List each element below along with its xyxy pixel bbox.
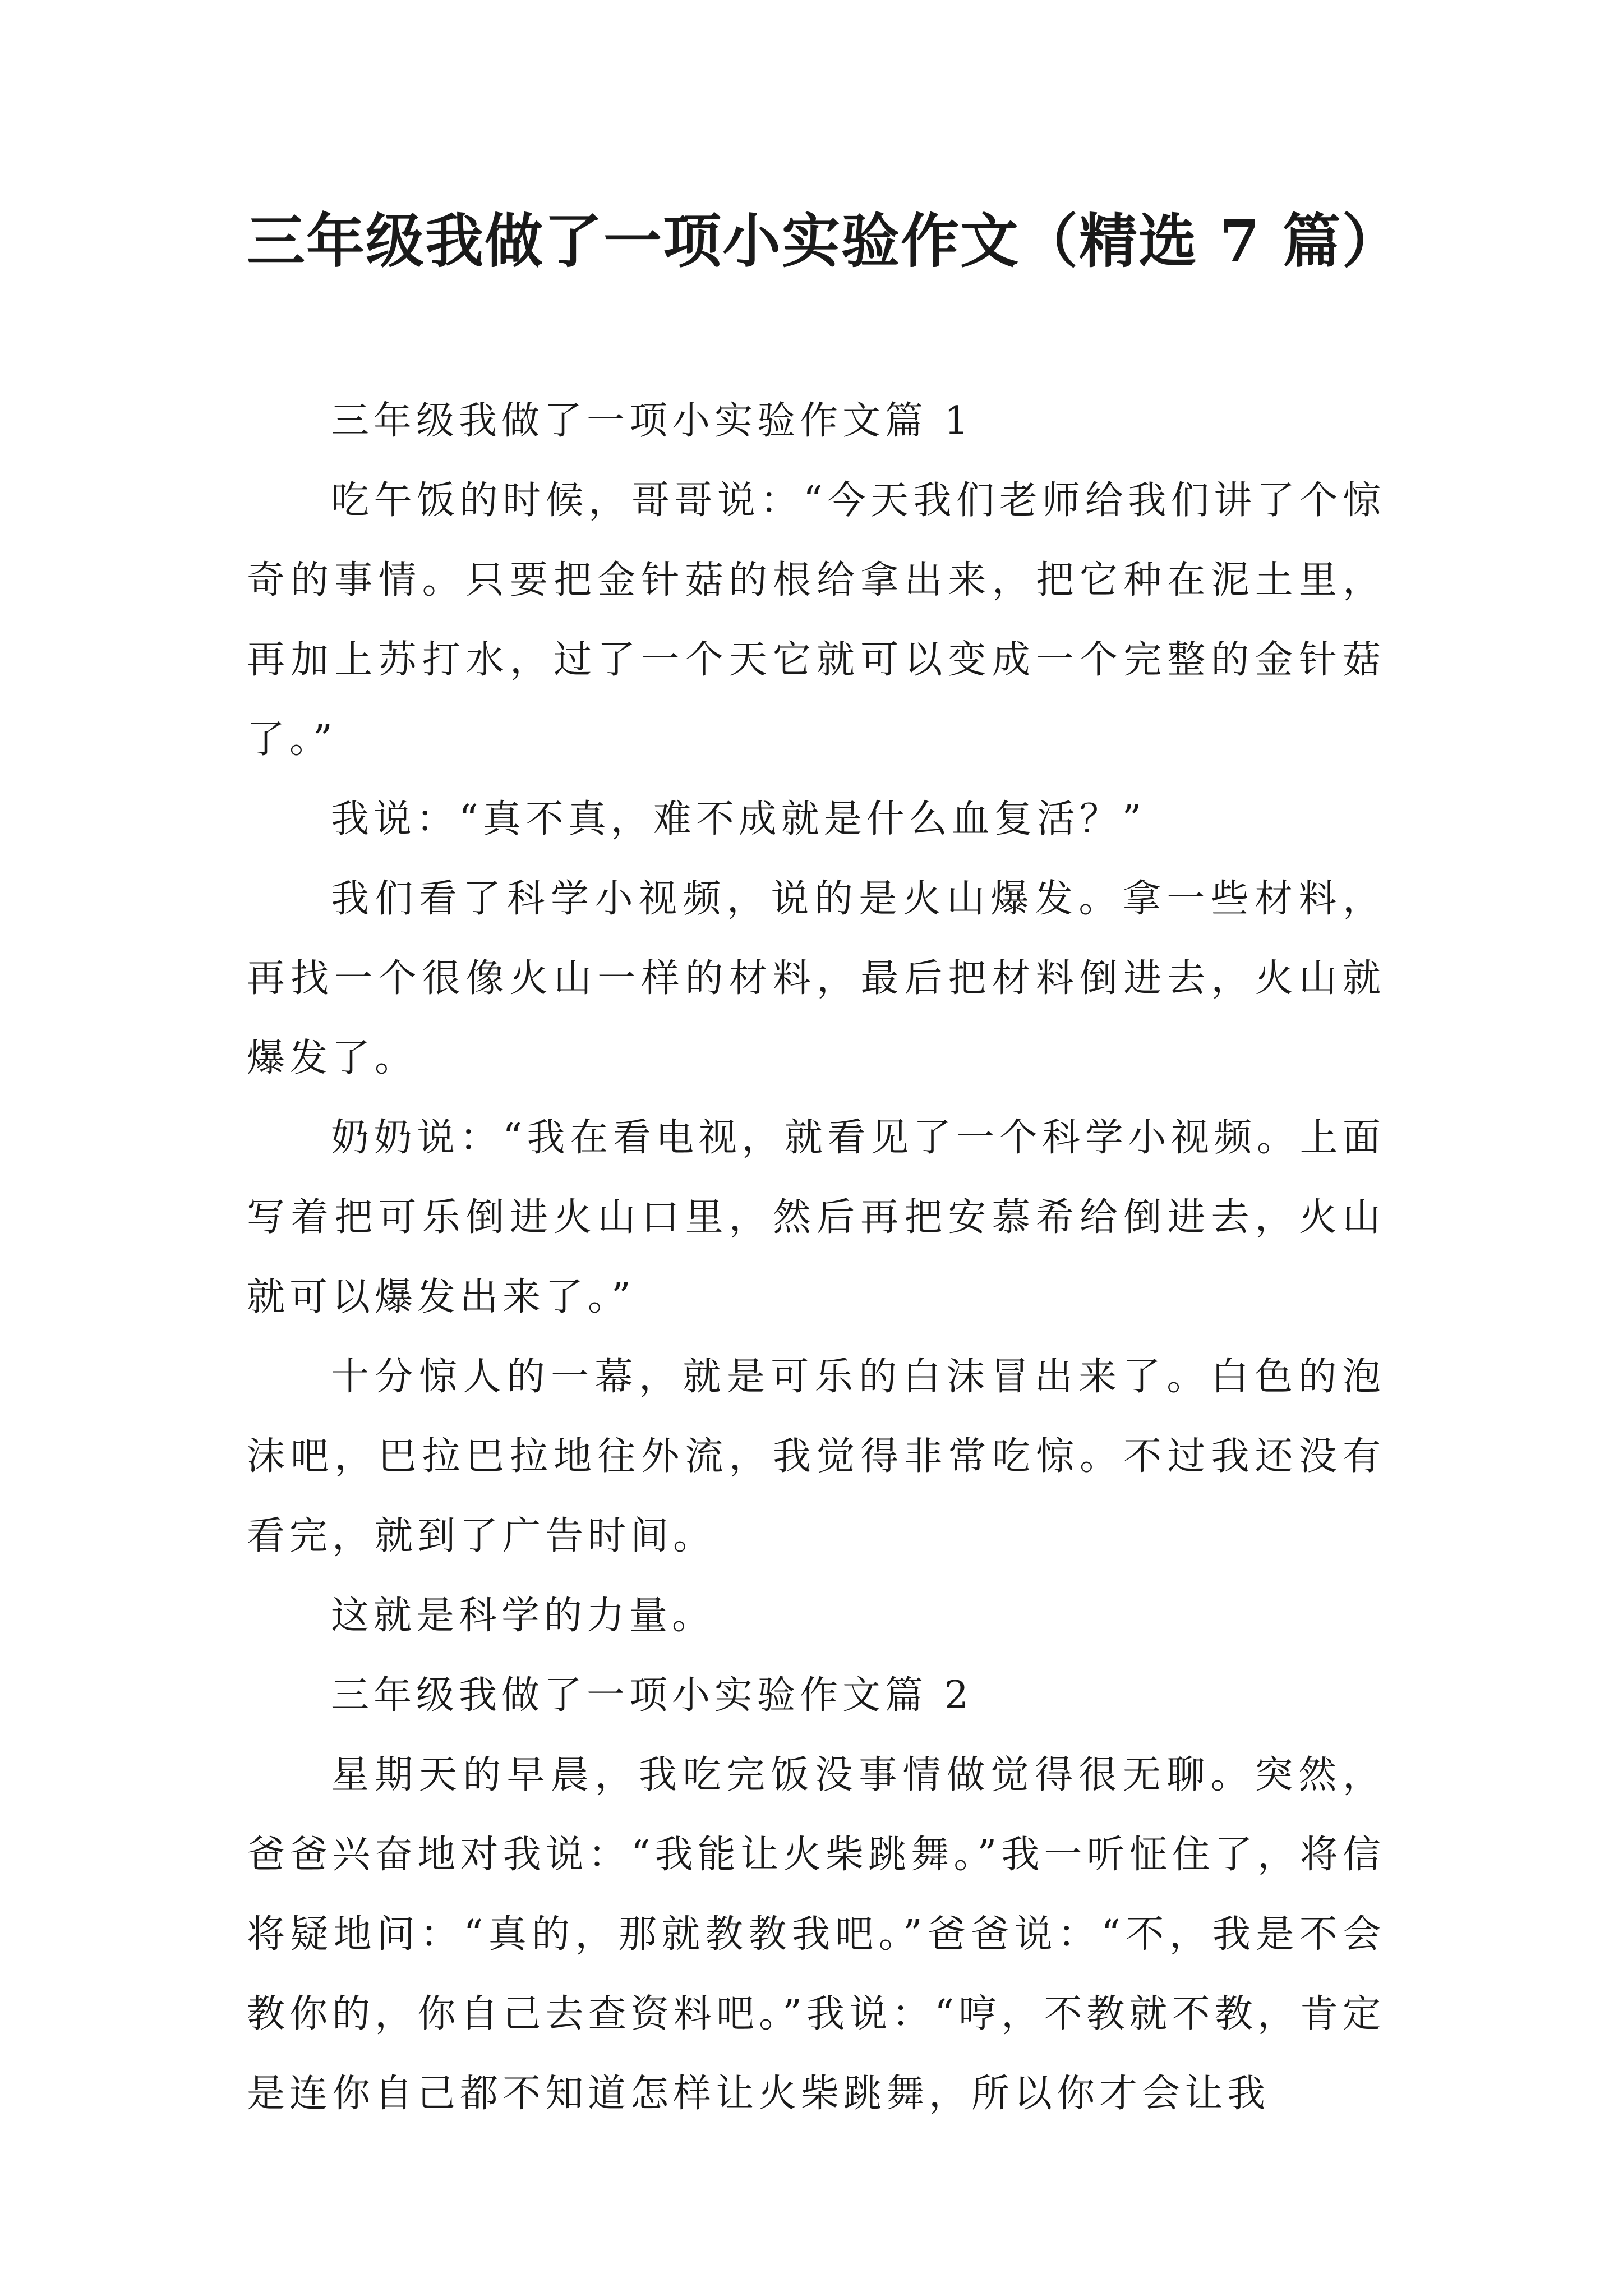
paragraph: 奶奶说：“我在看电视，就看见了一个科学小视频。上面写着把可乐倒进火山口里，然后再把安慕希给倒进去，火山就可以爆发出来了。”	[247, 1116, 1385, 1319]
paragraph: 我们看了科学小视频，说的是火山爆发。拿一些材料，再找一个很像火山一样的材料，最后把材料倒进去，火山就爆发了。	[247, 877, 1385, 1080]
paragraph: 我说：“真不真，难不成就是什么血复活？”	[331, 797, 1146, 841]
paragraph: 这就是科学的力量。	[331, 1594, 715, 1638]
paragraph: 十分惊人的一幕，就是可乐的白沫冒出来了。白色的泡沫吧，巴拉巴拉地往外流，我觉得非常吃惊。不过我还没有看完，就到了广告时间。	[247, 1355, 1385, 1558]
section-heading-1: 三年级我做了一项小实验作文篇 1	[331, 399, 973, 443]
paragraph: 星期天的早晨，我吃完饭没事情做觉得很无聊。突然，爸爸兴奋地对我说：“我能让火柴跳舞。”我一听怔住了，将信将疑地问：“真的，那就教教我吧。”爸爸说：“不，我是不会教你的，你自己去查资料吧。”我说：“哼，不教就不教，肯定是连你自己都不知道怎样让火柴跳舞，所以你才会让我	[247, 1753, 1385, 2116]
paragraph: 吃午饭的时候，哥哥说：“今天我们老师给我们讲了个惊奇的事情。只要把金针菇的根给拿出来，把它种在泥土里，再加上苏打水，过了一个天它就可以变成一个完整的金针菇了。”	[247, 478, 1385, 762]
section-heading-2: 三年级我做了一项小实验作文篇 2	[331, 1673, 973, 1718]
document-title: 三年级我做了一项小实验作文（精选 7 篇）	[247, 206, 1401, 275]
document-body	[247, 381, 1385, 2134]
